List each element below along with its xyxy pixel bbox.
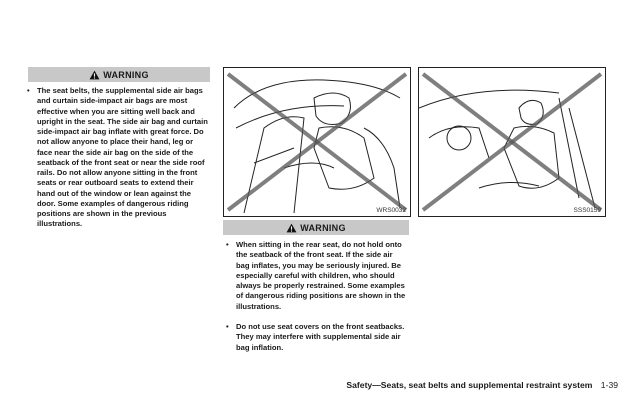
rear-passenger-drawing [224,68,410,216]
right-warning-title: WARNING [300,222,346,233]
page-number: 1-39 [600,380,618,390]
bullet-mark: • [226,240,229,249]
figure-rear-passenger-illustration [223,67,411,217]
right-warning-header [223,220,409,235]
front-passenger-drawing [419,68,605,216]
bullet-mark: • [27,86,30,95]
footer-section-title: Safety—Seats, seat belts and supplemental restraint system [346,380,593,390]
bullet-mark: • [226,322,229,331]
left-warning-text: The seat belts, the supplemental side air bags and curtain side-impact air bags are most effective when you are sitting well back and upright in the seat. The side air bag and curtain side-impact air bag inflate with great force. Do not allow anyone to place their hand, leg or face near the side air bag on the side of the seatback of the front seat or near the side roof rails. Do not allow anyone sitting in the front seats or rear outboard seats to extend their hand out of the window or lean against the door. Some examples of dangerous riding positions are shown in the previous illustrations. [37,86,208,229]
left-warning-body [27,86,210,230]
figure-code: SSS0159 [573,207,601,214]
page-footer [346,380,618,390]
warning-triangle-icon [286,223,297,233]
right-warning-bullet-2 [226,322,408,353]
figure-front-passenger-illustration [418,67,606,217]
figure-code: WRS0032 [376,207,406,214]
left-warning-title: WARNING [103,69,149,80]
warning-triangle-icon [89,70,100,80]
right-warning-text-1: When sitting in the rear seat, do not hold onto the seatback of the front seat. If the side air bag inflates, you may be seriously injured. Be especially careful with children, who should always be properly restrained. Some examples of dangerous riding positions are shown in the illustrations. [236,240,406,311]
left-warning-header [28,67,210,82]
right-warning-text-2: Do not use seat covers on the front seatbacks. They may interfere with supplemental side air bag inflation. [236,322,405,352]
right-warning-bullet-1 [226,240,408,312]
